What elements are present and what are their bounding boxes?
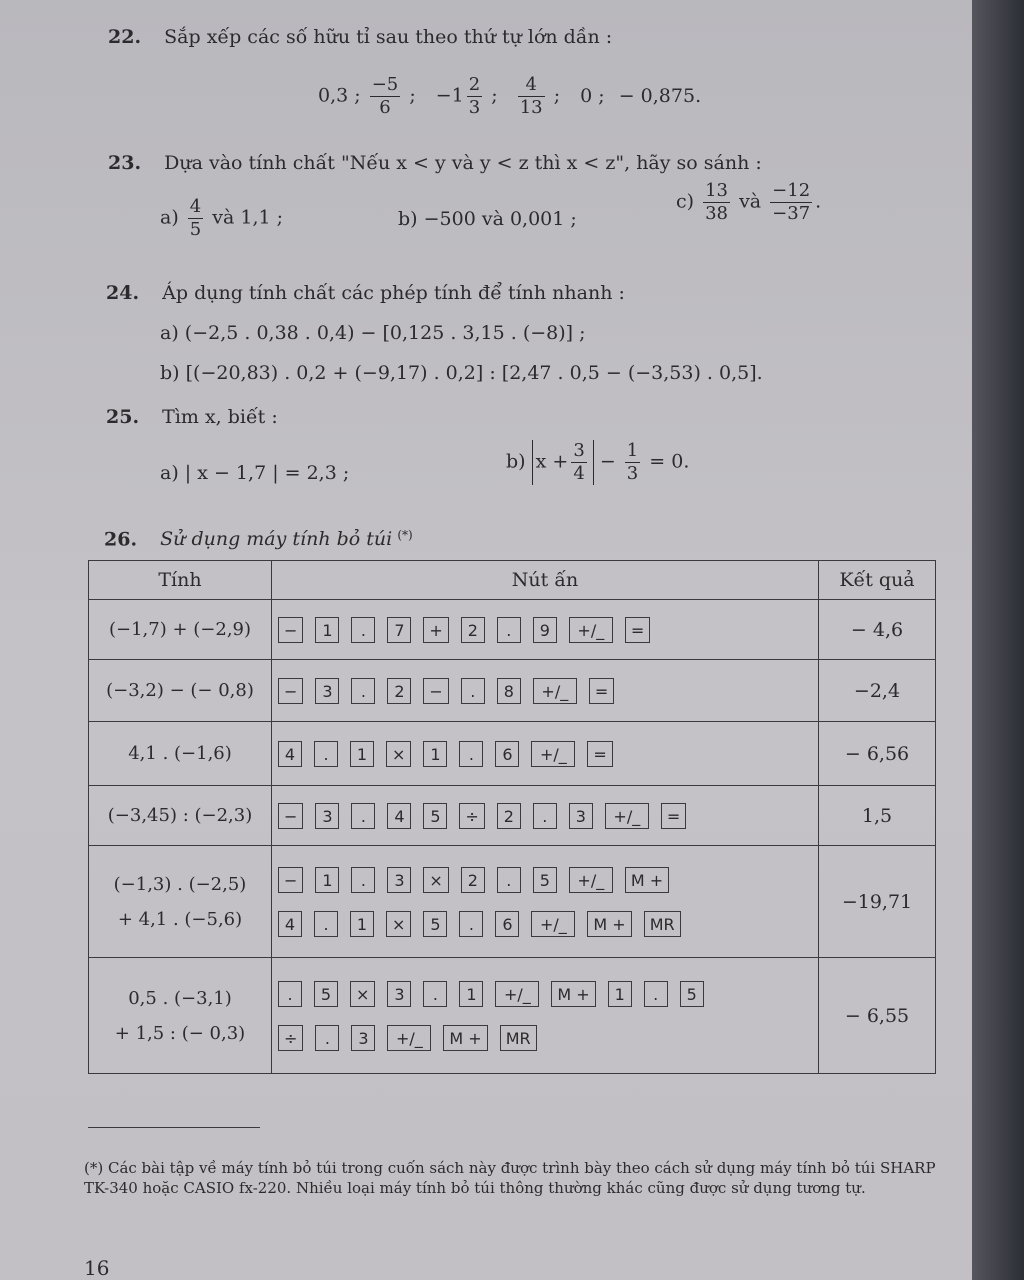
calculator-key: .	[314, 741, 338, 767]
expression-cell	[89, 786, 272, 846]
problem-text: Áp dụng tính chất các phép tính để tính nhanh :	[162, 282, 625, 304]
expression-cell	[89, 958, 272, 1074]
calculator-key: .	[314, 911, 338, 937]
calculator-key: +/_	[605, 803, 649, 829]
calculator-key: +/_	[531, 911, 575, 937]
calculator-key: 4	[278, 741, 302, 767]
calculator-key: +/_	[495, 981, 539, 1007]
calculator-key: .	[497, 867, 521, 893]
fraction: $\frac{-5}{6}$	[371, 74, 399, 118]
calculator-key: .	[461, 678, 485, 704]
calculator-key: +/_	[569, 617, 613, 643]
keys-cell	[272, 958, 819, 1074]
problem-23-b: b) −500 và 0,001 ;	[398, 208, 577, 230]
calculator-key: 5	[423, 803, 447, 829]
problem-24-a: a) (−2,5 . 0,38 . 0,4) − [0,125 . 3,15 . (−8)] ;	[160, 322, 586, 344]
page-number: 16	[84, 1256, 110, 1280]
problem-23-a: a) $\frac{4}{5}$ và 1,1 ;	[160, 196, 284, 240]
calculator-key: −	[278, 617, 303, 643]
calculator-key: .	[497, 617, 521, 643]
expression-line: (−1,7) + (−2,9)	[108, 619, 252, 640]
problem-number: 23.	[108, 152, 142, 174]
calculator-key: =	[589, 678, 614, 704]
calculator-key: −	[423, 678, 448, 704]
expression-cell	[89, 600, 272, 660]
calculator-key: .	[351, 678, 375, 704]
problem-text: Sử dụng máy tính bỏ túi	[160, 528, 393, 551]
problem-24-b: b) [(−20,83) . 0,2 + (−9,17) . 0,2] : [2,47 . 0,5 − (−3,53) . 0,5].	[160, 362, 763, 384]
expression-cell	[89, 660, 272, 722]
expression-line: 0,5 . (−3,1)	[128, 987, 232, 1009]
calculator-key: 1	[315, 867, 339, 893]
calculator-key: ×	[423, 867, 448, 893]
table-row	[89, 846, 936, 958]
calculator-key: 3	[351, 1025, 375, 1051]
key-sequence	[278, 978, 812, 1010]
problem-23-c: c) $\frac{13}{38}$ và $\frac{-12}{-37}$ .	[676, 180, 822, 224]
result-cell: − 4,6	[819, 600, 936, 660]
calculator-key: 1	[608, 981, 632, 1007]
problem-number: 24.	[106, 282, 140, 304]
problem-text: Tìm x, biết :	[162, 406, 278, 428]
calculator-key: 1	[350, 741, 374, 767]
key-sequence	[278, 864, 812, 896]
calculator-key: 2	[461, 867, 485, 893]
calculator-key: .	[644, 981, 668, 1007]
calculator-key: 2	[497, 803, 521, 829]
expression-line: (−3,2) − (− 0,8)	[106, 680, 254, 701]
problem-23	[108, 152, 762, 174]
calculator-table	[88, 560, 936, 1074]
expression-cell	[89, 722, 272, 786]
table-row	[89, 600, 936, 660]
header-keys: Nút ấn	[272, 561, 819, 600]
number-item: − 0,875.	[618, 84, 702, 107]
problem-25-a: a) | x − 1,7 | = 2,3 ;	[160, 462, 350, 484]
calculator-key: 3	[315, 678, 339, 704]
calculator-key: 5	[423, 911, 447, 937]
calculator-key: .	[351, 867, 375, 893]
key-sequence	[278, 675, 812, 707]
result-cell: −2,4	[819, 660, 936, 722]
calculator-key: 7	[387, 617, 411, 643]
calculator-key: 3	[387, 981, 411, 1007]
calculator-key: 1	[423, 741, 447, 767]
calculator-key: .	[315, 1025, 339, 1051]
mixed-number: −1 $\frac{2}{3}$	[435, 74, 481, 118]
footnote-mark: (*)	[397, 528, 413, 542]
header-result: Kết quả	[819, 561, 936, 600]
problem-26	[104, 528, 413, 550]
problem-number: 22.	[108, 26, 142, 48]
calculator-key: .	[459, 741, 483, 767]
keys-cell	[272, 786, 819, 846]
table-header-row	[89, 561, 936, 600]
calculator-key: 5	[533, 867, 557, 893]
problem-number: 25.	[106, 406, 140, 428]
key-sequence	[278, 738, 812, 770]
calculator-key: ÷	[278, 1025, 303, 1051]
calculator-key: M +	[443, 1025, 487, 1051]
key-sequence	[278, 614, 812, 646]
calculator-key: 1	[315, 617, 339, 643]
calculator-key: 4	[278, 911, 302, 937]
number-item: 0 ;	[580, 84, 605, 107]
calculator-key: +/_	[533, 678, 577, 704]
calculator-key: M +	[551, 981, 595, 1007]
expression-line: (−3,45) : (−2,3)	[107, 805, 253, 826]
keys-cell	[272, 660, 819, 722]
calculator-key: .	[278, 981, 302, 1007]
problem-number: 26.	[104, 528, 138, 551]
calculator-key: +/_	[569, 867, 613, 893]
fraction: $\frac{4}{13}$	[519, 74, 543, 118]
calculator-key: 3	[569, 803, 593, 829]
calculator-key: =	[625, 617, 650, 643]
page-edge	[972, 0, 1024, 1280]
problem-25-b: b) x + $\frac{3}{4}$ − $\frac{1}{3}$ = 0.	[506, 440, 690, 484]
calculator-key: =	[587, 741, 612, 767]
calculator-key: 6	[495, 911, 519, 937]
calculator-key: +	[423, 617, 448, 643]
result-cell: − 6,55	[819, 958, 936, 1074]
calculator-key: ×	[386, 741, 411, 767]
calculator-key: .	[459, 911, 483, 937]
calculator-key: .	[351, 803, 375, 829]
calculator-key: =	[661, 803, 686, 829]
calculator-key: −	[278, 678, 303, 704]
calculator-key: .	[423, 981, 447, 1007]
expression-line: + 1,5 : (− 0,3)	[114, 1022, 246, 1044]
calculator-key: ×	[386, 911, 411, 937]
footnote-divider	[88, 1127, 260, 1128]
result-cell: −19,71	[819, 846, 936, 958]
footnote: (*) Các bài tập về máy tính bỏ túi trong cuốn sách này được trình bày theo cách sử dụng máy tính bỏ túi SHARP TK-340 hoặc CASIO fx-220. Nhiều loại máy tính bỏ túi thông thường khác cũng được sử dụng tương tự.	[84, 1159, 936, 1197]
calculator-key: ×	[350, 981, 375, 1007]
calculator-key: 3	[387, 867, 411, 893]
problem-22-numbers: 0,3 ; $\frac{-5}{6}$ ; −1 $\frac{2}{3}$ ; $\frac{4}{13}$ ; 0 ; − 0,875.	[318, 74, 702, 118]
calculator-key: 8	[497, 678, 521, 704]
calculator-key: 6	[495, 741, 519, 767]
number-item: 0,3 ;	[318, 84, 361, 107]
expression-line: 4,1 . (−1,6)	[128, 743, 232, 764]
calculator-key: −	[278, 803, 303, 829]
keys-cell	[272, 846, 819, 958]
calculator-key: 5	[314, 981, 338, 1007]
calculator-key: .	[533, 803, 557, 829]
key-sequence	[278, 1022, 812, 1054]
calculator-key: 2	[387, 678, 411, 704]
calculator-key: ÷	[459, 803, 484, 829]
expression-line: + 4,1 . (−5,6)	[117, 908, 243, 930]
keys-cell	[272, 722, 819, 786]
calculator-key: MR	[644, 911, 681, 937]
key-sequence	[278, 908, 812, 940]
problem-24	[106, 282, 625, 304]
calculator-key: .	[351, 617, 375, 643]
header-expression: Tính	[89, 561, 272, 600]
calculator-key: 2	[461, 617, 485, 643]
keys-cell	[272, 600, 819, 660]
calculator-key: +/_	[387, 1025, 431, 1051]
table-row	[89, 958, 936, 1074]
calculator-key: 4	[387, 803, 411, 829]
calculator-key: M +	[625, 867, 669, 893]
calculator-key: 9	[533, 617, 557, 643]
calculator-key: +/_	[531, 741, 575, 767]
result-cell: 1,5	[819, 786, 936, 846]
calculator-key: MR	[500, 1025, 537, 1051]
problem-25	[106, 406, 278, 428]
calculator-key: 1	[459, 981, 483, 1007]
calculator-key: 5	[680, 981, 704, 1007]
problem-22	[108, 26, 612, 48]
table-row	[89, 660, 936, 722]
expression-cell	[89, 846, 272, 958]
calculator-key: 1	[350, 911, 374, 937]
calculator-key: M +	[587, 911, 631, 937]
table-row	[89, 722, 936, 786]
calculator-key: −	[278, 867, 303, 893]
expression-line: (−1,3) . (−2,5)	[113, 873, 247, 895]
key-sequence	[278, 800, 812, 832]
table-row	[89, 786, 936, 846]
problem-text: Dựa vào tính chất "Nếu x < y và y < z thì x < z", hãy so sánh :	[164, 152, 762, 174]
calculator-key: 3	[315, 803, 339, 829]
problem-text: Sắp xếp các số hữu tỉ sau theo thứ tự lớn dần :	[164, 26, 613, 48]
result-cell: − 6,56	[819, 722, 936, 786]
